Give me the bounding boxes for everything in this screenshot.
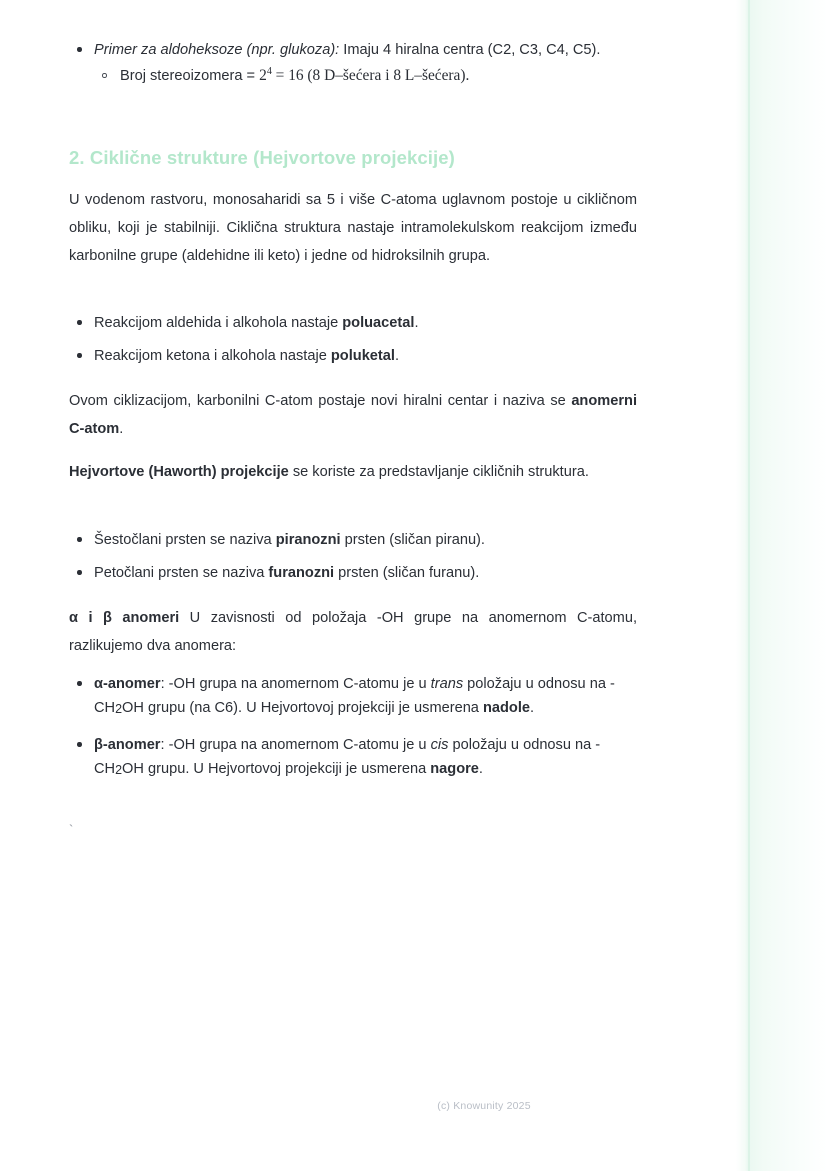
anomers-intro-block [69,604,637,660]
haworth-paragraph-block [69,458,637,486]
list-item [69,733,637,782]
pyranose-term: piranozni [275,532,341,548]
beta-anomer-part2: položaju u odnosu na -CH [94,737,601,777]
alpha-anomer-tail: . [530,700,535,716]
alpha-anomer-direction: nadole [482,700,531,716]
ring-list-block [69,528,637,585]
section-heading-block [69,145,637,171]
stereoisomer-formula [259,67,469,84]
stereoisomer-label: Broj stereoizomera = [120,68,260,84]
alpha-anomer-subscript: 2 [115,702,123,716]
furanose-lead: Petočlani prsten se naziva [94,565,269,581]
formula-base: 2 [259,67,267,84]
anomeric-paragraph-lead: Ovom ciklizacijom, karbonilni C-atom postaje novi hiralni centar i naziva se [69,393,572,409]
acetal-item-tail: . [414,315,419,331]
anomeric-paragraph-tail: . [119,421,124,437]
page-title: 2. Ciklične strukture (Hejvortove projekcije) [69,147,455,168]
beta-anomer-part1: : -OH grupa na anomernom C-atomu je u [160,737,431,753]
list-item [94,64,637,88]
list-item [69,344,637,368]
list-item [69,561,637,585]
anomeric-paragraph-block [69,387,637,443]
formula-result: = 16 (8 D–šećera i 8 L–šećera). [271,67,470,84]
stray-backtick-block [69,820,637,840]
anomeric-carbon-term: anomerni C-atom [69,393,637,437]
haworth-term: Hejvortove (Haworth) projekcije [69,464,289,480]
list-item [69,311,637,335]
list-item [69,528,637,552]
alpha-anomer-part2: položaju u odnosu na -CH [94,676,615,716]
alpha-anomer-part1: : -OH grupa na anomernom C-atomu je u [160,676,431,692]
aldohexose-example-label: Primer za aldoheksoze (npr. glukoza): [94,42,340,58]
stereoisomer-sublist [94,64,637,88]
acetal-list [69,311,637,368]
acetal-item-term: poluacetal [342,315,415,331]
beta-anomer-direction: nagore [430,761,479,777]
intro-paragraph-block [69,186,637,270]
ketal-item-lead: Reakcijom ketona i alkohola nastaje [94,348,331,364]
intro-paragraph: U vodenom rastvoru, monosaharidi sa 5 i više C-atoma uglavnom postoje u cikličnom obliku, koji je stabilniji. Ciklična struktura nastaje intramolekulskom reakcijom između karbonilne grupe (aldehidne ili keto) i jedne od hidroksilnih grupa. [69,192,637,264]
alpha-anomer-part3: OH grupu (na C6). U Hejvortovoj projekciji je usmerena [122,700,483,716]
furanose-tail: prsten (sličan furanu). [334,565,480,581]
list-item [69,672,637,721]
beta-anomer-part3: OH grupu. U Hejvortovoj projekciji je usmerena [122,761,431,777]
beta-anomer-tail: . [478,761,483,777]
copyright-notice: (c) Knowunity 2025 [437,1100,531,1112]
anomers-intro-paragraph [69,604,637,660]
footer [0,1100,828,1112]
beta-anomer-term: β-anomer [94,737,161,753]
right-edge-accent-line [748,0,750,1171]
beta-anomer-configuration: cis [430,737,449,753]
anomeric-paragraph [69,387,637,443]
list-item [69,38,637,88]
alpha-anomer-term: α-anomer [94,676,161,692]
haworth-paragraph-text: se koriste za predstavljanje cikličnih struktura. [288,464,589,480]
haworth-paragraph [69,458,637,486]
aldohexose-list [69,38,637,88]
pyranose-tail: prsten (sličan piranu). [340,532,485,548]
aldohexose-example-text: Imaju 4 hiralna centra (C2, C3, C4, C5). [339,42,601,58]
anomers-list [69,672,637,782]
stray-backtick-mark: ` [69,822,74,837]
ketal-item-term: poluketal [330,348,395,364]
anomers-term: α i β anomeri [69,610,180,626]
pyranose-lead: Šestočlani prsten se naziva [94,532,276,548]
ring-list [69,528,637,585]
alpha-anomer-configuration: trans [430,676,464,692]
acetal-item-lead: Reakcijom aldehida i alkohola nastaje [94,315,343,331]
ketal-item-tail: . [394,348,400,364]
beta-anomer-subscript: 2 [115,763,123,777]
anomers-intro-text: U zavisnosti od položaja -OH grupe na anomernom C-atomu, razlikujemo dva anomera: [69,610,637,654]
aldohexose-list-block [69,38,637,88]
formula-exponent: 4 [266,65,272,77]
acetal-list-block [69,311,637,368]
furanose-term: furanozni [268,565,335,581]
anomers-list-block [69,672,637,782]
